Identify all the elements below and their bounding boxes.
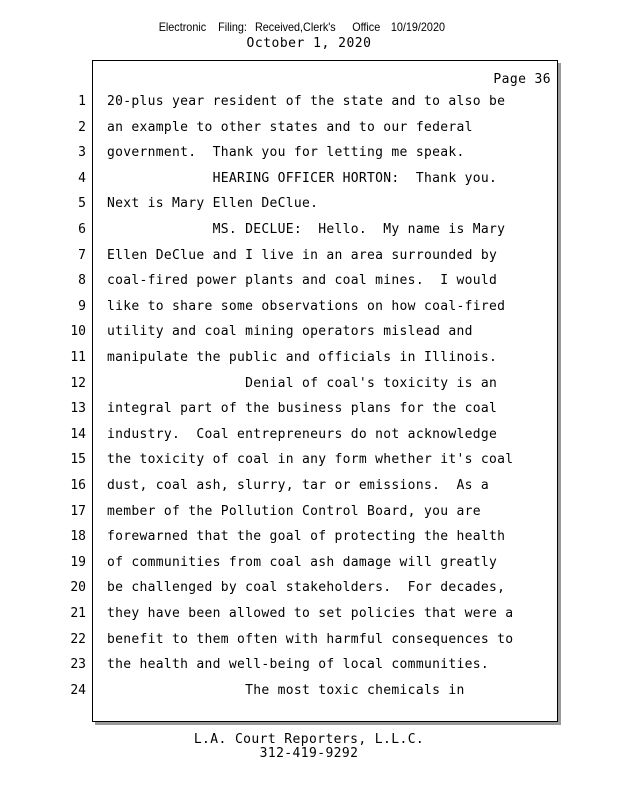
- line-text: forewarned that the goal of protecting the health: [107, 529, 506, 544]
- line-number: 18: [70, 529, 86, 544]
- line-number: 1: [78, 94, 86, 109]
- line-number: 4: [78, 171, 86, 186]
- line-text: dust, coal ash, slurry, tar or emissions. As a: [107, 478, 489, 493]
- line-number: 5: [78, 196, 86, 211]
- stamp-filing: Filing:: [218, 20, 247, 34]
- transcript-date: October 1, 2020: [246, 36, 372, 51]
- line-number: 8: [78, 273, 86, 288]
- line-text: HEARING OFFICER HORTON: Thank you.: [107, 171, 498, 186]
- line-number: 24: [70, 683, 86, 698]
- line-number: 21: [70, 606, 86, 621]
- line-text: be challenged by coal stakeholders. For decades,: [107, 580, 506, 595]
- line-text: Next is Mary Ellen DeClue.: [107, 196, 319, 211]
- line-text: Denial of coal's toxicity is an: [107, 376, 498, 391]
- page-footer: [0, 733, 618, 761]
- line-text: like to share some observations on how coal-fired: [107, 299, 506, 314]
- line-text: of communities from coal ash damage will greatly: [107, 555, 498, 570]
- line-number: 19: [70, 555, 86, 570]
- line-number: 17: [70, 504, 86, 519]
- line-number: 22: [70, 632, 86, 647]
- line-number: 14: [70, 427, 86, 442]
- line-text: 20-plus year resident of the state and to also be: [107, 94, 506, 109]
- line-text: government. Thank you for letting me speak.: [107, 145, 465, 160]
- stamp-received: Received,Clerk's: [254, 20, 336, 34]
- line-number: 7: [78, 248, 86, 263]
- line-number: 23: [70, 657, 86, 672]
- line-text: MS. DECLUE: Hello. My name is Mary: [107, 222, 506, 237]
- reporter-phone: 312-419-9292: [259, 746, 359, 761]
- line-number: 13: [70, 401, 86, 416]
- page-number: Page 36: [493, 72, 551, 87]
- stamp-date: 10/19/2020: [390, 20, 445, 34]
- stamp-office: Office: [352, 20, 381, 34]
- line-text: member of the Pollution Control Board, you are: [107, 504, 481, 519]
- line-text: Ellen DeClue and I live in an area surrounded by: [107, 248, 498, 263]
- line-number: 3: [78, 145, 86, 160]
- line-number: 10: [70, 324, 86, 339]
- line-text: an example to other states and to our federal: [107, 120, 473, 135]
- line-number: 12: [70, 376, 86, 391]
- line-number: 15: [70, 452, 86, 467]
- line-text: integral part of the business plans for the coal: [107, 401, 498, 416]
- line-number: 6: [78, 222, 86, 237]
- line-number: 2: [78, 120, 86, 135]
- line-number: 16: [70, 478, 86, 493]
- line-number: 9: [78, 299, 86, 314]
- line-text: The most toxic chemicals in: [107, 683, 465, 698]
- line-text: utility and coal mining operators mislead and: [107, 324, 473, 339]
- line-number: 11: [70, 350, 86, 365]
- line-text: benefit to them often with harmful consequences to: [107, 632, 514, 647]
- line-text: the toxicity of coal in any form whether it's coal: [107, 452, 514, 467]
- line-text: the health and well-being of local communities.: [107, 657, 489, 672]
- line-number: 20: [70, 580, 86, 595]
- line-text: manipulate the public and officials in Illinois.: [107, 350, 498, 365]
- stamp-electronic: Electronic: [158, 20, 207, 34]
- line-text: they have been allowed to set policies that were a: [107, 606, 514, 621]
- line-text: coal-fired power plants and coal mines. I would: [107, 273, 498, 288]
- line-text: industry. Coal entrepreneurs do not acknowledge: [107, 427, 498, 442]
- reporter-company: L.A. Court Reporters, L.L.C.: [193, 732, 425, 747]
